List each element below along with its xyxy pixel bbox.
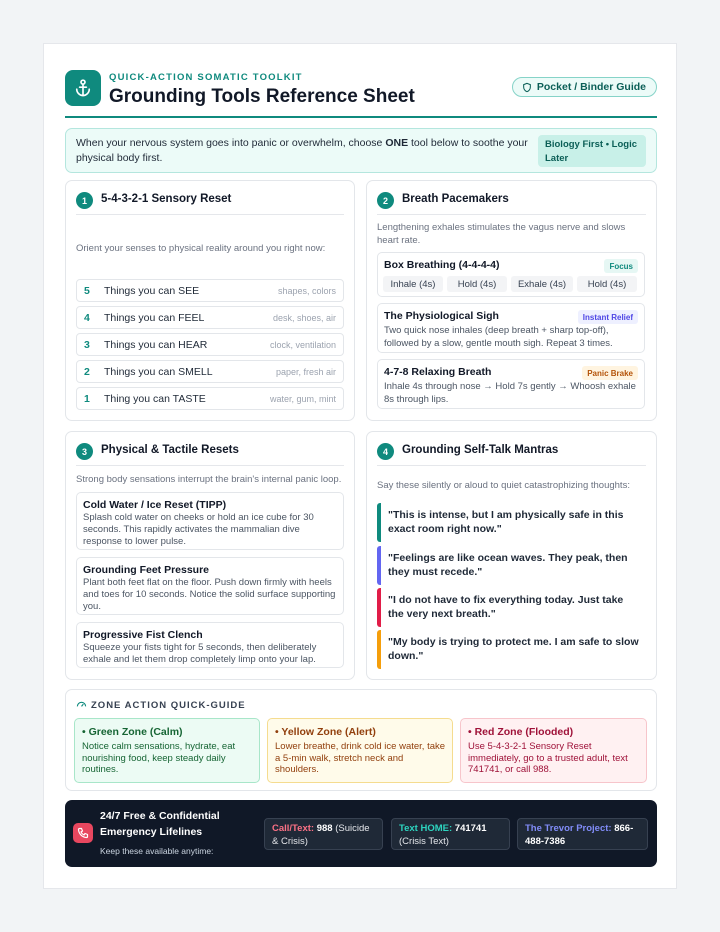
header (65, 70, 657, 118)
green-zone: • Green Zone (Calm) Notice calm sensations, hydrate, eat nourishing food, keep steady daily routines. (74, 718, 260, 783)
sense-row: 4 Things you can FEEL desk, shoes, air (76, 306, 344, 329)
anchor-icon (65, 70, 101, 106)
card-title: Grounding Self-Talk Mantras (402, 444, 559, 456)
step-chip: Inhale (4s) (383, 276, 443, 292)
relaxing-breath: 4-7-8 Relaxing Breath Panic Brake Inhale 4s through nose → Hold 7s gently → Whoosh exhale 8s through lips. (377, 359, 645, 409)
card-header (76, 191, 344, 215)
card-title: Physical & Tactile Resets (101, 444, 239, 456)
tag-relief: Instant Relief (578, 310, 638, 324)
step-number: 3 (76, 443, 93, 460)
intro-text: When your nervous system goes into panic or overwhelm, choose ONE tool below to soothe your physical body first. (76, 137, 528, 164)
lifeline-trevor[interactable]: The Trevor Project: 866-488-7386 (517, 818, 648, 850)
reference-sheet (43, 43, 677, 889)
lifelines-title: 24/7 Free & Confidential Emergency Lifelines (100, 810, 220, 838)
tactile-item: Grounding Feet Pressure Plant both feet flat on the floor. Push down firmly with heels and toes for 10 seconds. Notice the solid surface supporting you. (76, 557, 344, 615)
card-title: 5-4-3-2-1 Sensory Reset (101, 193, 232, 205)
sense-row: 1 Thing you can TASTE water, gum, mint (76, 387, 344, 410)
step-number: 1 (76, 192, 93, 209)
mantra-item: "I do not have to fix everything today. Just take the very next breath." (377, 588, 645, 627)
gauge-icon (76, 700, 87, 711)
page-title: Grounding Tools Reference Sheet (109, 86, 415, 107)
box-breathing: Box Breathing (4-4-4-4) Focus Inhale (4s) Hold (4s) Exhale (4s) Hold (4s) (377, 252, 645, 297)
tag-brake: Panic Brake (582, 366, 638, 380)
guide-pill-label: Pocket / Binder Guide (536, 81, 646, 93)
step-number: 2 (377, 192, 394, 209)
tag-focus: Focus (604, 259, 638, 273)
step-chip: Hold (4s) (447, 276, 507, 292)
step-number: 4 (377, 443, 394, 460)
lifelines-banner (65, 800, 657, 867)
card-header (377, 442, 646, 466)
card-subtitle: Orient your senses to physical reality around you right now: (76, 243, 326, 254)
intro-badge: Biology First • Logic Later (538, 135, 646, 167)
step-chip: Exhale (4s) (511, 276, 573, 292)
step-chip: Hold (4s) (577, 276, 637, 292)
tactile-item: Cold Water / Ice Reset (TIPP) Splash cold water on cheeks or hold an ice cube for 30 seconds. This rapidly activates the mammalian dive response to lower pulse. (76, 492, 344, 550)
card-subtitle: Say these silently or aloud to quiet catastrophizing thoughts: (377, 480, 630, 491)
eyebrow: QUICK-ACTION SOMATIC TOOLKIT (109, 72, 303, 83)
mantra-item: "This is intense, but I am physically safe in this exact room right now." (377, 503, 645, 542)
lifeline-988[interactable]: Call/Text: 988 (Suicide & Crisis) (264, 818, 383, 850)
intro-banner (65, 128, 657, 173)
sensory-reset-card (65, 180, 355, 421)
tactile-item: Progressive Fist Clench Squeeze your fists tight for 5 seconds, then deliberately exhale and let them drop completely limp onto your lap. (76, 622, 344, 668)
sense-row: 5 Things you can SEE shapes, colors (76, 279, 344, 302)
self-talk-card (366, 431, 657, 680)
yellow-zone: • Yellow Zone (Alert) Lower breathe, drink cold ice water, take a 5-min walk, stretch neck and shoulders. (267, 718, 453, 783)
guide-pill (512, 77, 657, 97)
breath-pacemakers-card (366, 180, 657, 421)
mantra-item: "Feelings are like ocean waves. They peak, then they must recede." (377, 546, 645, 585)
card-header (377, 191, 646, 215)
sense-row: 2 Things you can SMELL paper, fresh air (76, 360, 344, 383)
phone-icon (73, 823, 93, 843)
shield-icon (522, 82, 532, 93)
zone-guide-heading: ZONE ACTION QUICK-GUIDE (76, 700, 246, 711)
sense-row: 3 Things you can HEAR clock, ventilation (76, 333, 344, 356)
mantra-item: "My body is trying to protect me. I am safe to slow down." (377, 630, 645, 669)
zone-guide (65, 689, 657, 791)
card-title: Breath Pacemakers (402, 193, 509, 205)
tactile-resets-card (65, 431, 355, 680)
card-header (76, 442, 344, 466)
card-subtitle: Lengthening exhales stimulates the vagus nerve and slows heart rate. (377, 222, 626, 246)
card-subtitle: Strong body sensations interrupt the brain's internal panic loop. (76, 474, 342, 485)
physiological-sigh: The Physiological Sigh Instant Relief Two quick nose inhales (deep breath + sharp top-off), followed by a slow, gentle mouth sigh. Repeat 3 times. (377, 303, 645, 353)
lifeline-crisis-text[interactable]: Text HOME: 741741 (Crisis Text) (391, 818, 510, 850)
lifelines-subtitle: Keep these available anytime: (100, 846, 214, 856)
red-zone: • Red Zone (Flooded) Use 5-4-3-2-1 Sensory Reset immediately, go to a trusted adult, text 741741, or call 988. (460, 718, 647, 783)
